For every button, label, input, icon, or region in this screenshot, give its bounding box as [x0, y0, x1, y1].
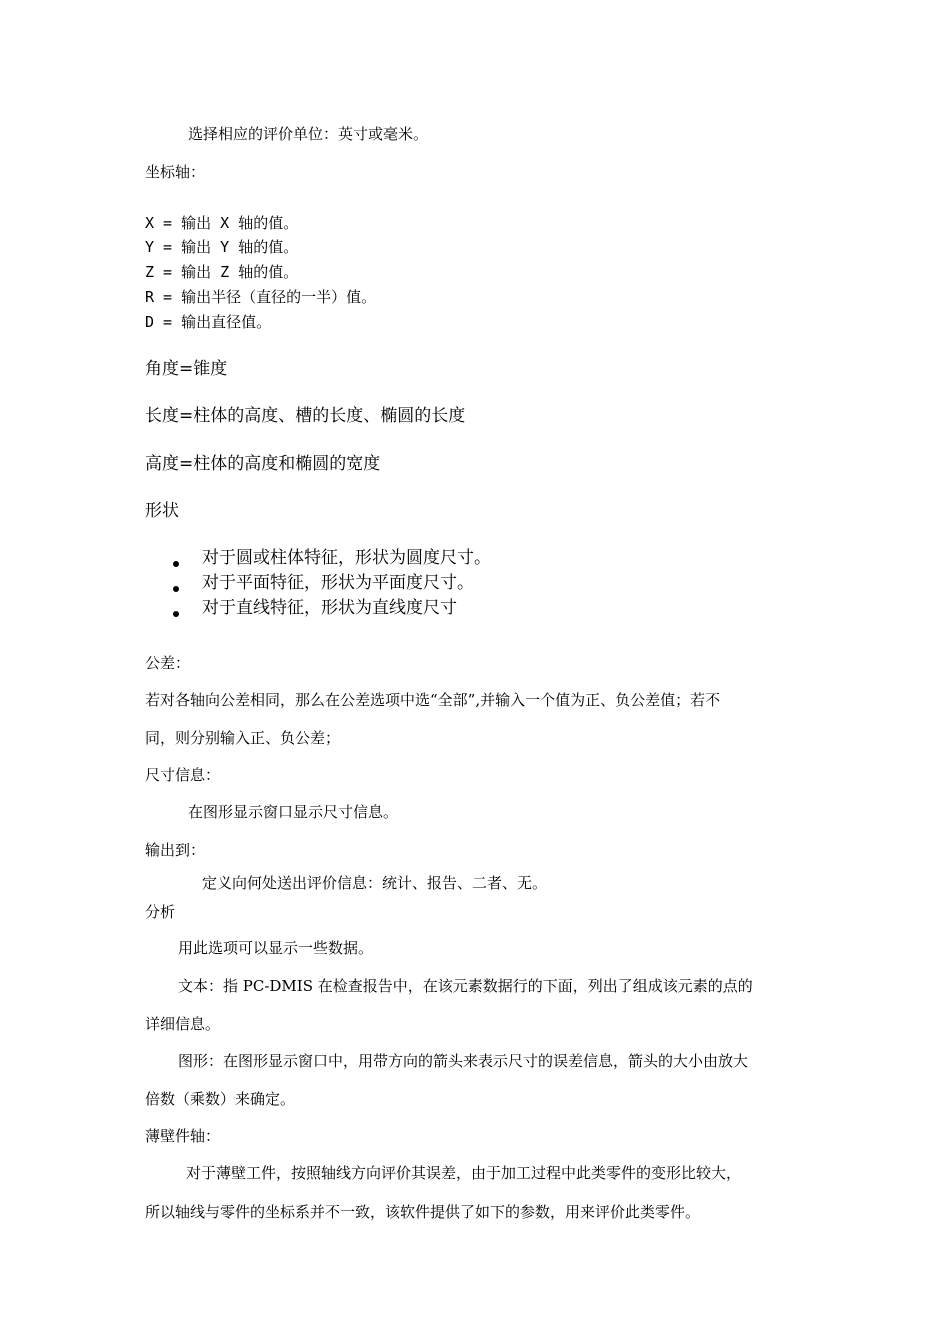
- axis-x-line: X = 输出 X 轴的值。: [145, 214, 299, 232]
- bullet-marker: [173, 611, 179, 617]
- shape-bullet-plane: 对于平面特征，形状为平面度尺寸。: [202, 573, 474, 593]
- units-instruction: 选择相应的评价单位：英寸或毫米。: [188, 125, 429, 143]
- axis-r-line: R = 输出半径（直径的一半）值。: [145, 288, 377, 306]
- angle-definition: 角度=锥度: [145, 359, 228, 379]
- analysis-text: 用此选项可以显示一些数据。: [178, 939, 374, 957]
- dim-info-text: 在图形显示窗口显示尺寸信息。: [188, 803, 399, 821]
- thin-wall-heading: 薄壁件轴：: [145, 1127, 221, 1145]
- shape-bullet-line: 对于直线特征，形状为直线度尺寸: [202, 598, 457, 618]
- bullet-marker: [173, 586, 179, 592]
- shape-heading: 形状: [145, 501, 179, 521]
- analysis-text-option-line1: 文本：指 PC-DMIS 在检查报告中，在该元素数据行的下面，列出了组成该元素的点的: [178, 977, 753, 995]
- tolerance-heading: 公差：: [145, 654, 191, 672]
- axis-y-line: Y = 输出 Y 轴的值。: [145, 238, 299, 256]
- output-to-text: 定义向何处送出评价信息：统计、报告、二者、无。: [202, 874, 548, 892]
- axis-z-line: Z = 输出 Z 轴的值。: [145, 263, 299, 281]
- axes-heading: 坐标轴：: [145, 163, 206, 181]
- tolerance-text-line2: 同，则分别输入正、负公差；: [145, 729, 341, 747]
- shape-bullet-circle: 对于圆或柱体特征，形状为圆度尺寸。: [202, 548, 491, 568]
- length-definition: 长度=柱体的高度、槽的长度、椭圆的长度: [145, 406, 466, 426]
- tolerance-text-line1: 若对各轴向公差相同，那么在公差选项中选“全部”,并输入一个值为正、负公差值；若不: [145, 691, 721, 709]
- output-to-heading: 输出到：: [145, 841, 206, 859]
- thin-wall-text-line1: 对于薄壁工件，按照轴线方向评价其误差，由于加工过程中此类零件的变形比较大，: [186, 1164, 742, 1182]
- analysis-graphic-option-line2: 倍数（乘数）来确定。: [145, 1090, 296, 1108]
- bullet-marker: [173, 561, 179, 567]
- dim-info-heading: 尺寸信息：: [145, 766, 221, 784]
- analysis-heading: 分析: [145, 903, 176, 921]
- analysis-graphic-option-line1: 图形：在图形显示窗口中，用带方向的箭头来表示尺寸的误差信息，箭头的大小由放大: [178, 1052, 749, 1070]
- axis-d-line: D = 输出直径值。: [145, 313, 272, 331]
- analysis-text-option-line2: 详细信息。: [145, 1015, 221, 1033]
- thin-wall-text-line2: 所以轴线与零件的坐标系并不一致，该软件提供了如下的参数，用来评价此类零件。: [145, 1203, 701, 1221]
- height-definition: 高度=柱体的高度和椭圆的宽度: [145, 454, 381, 474]
